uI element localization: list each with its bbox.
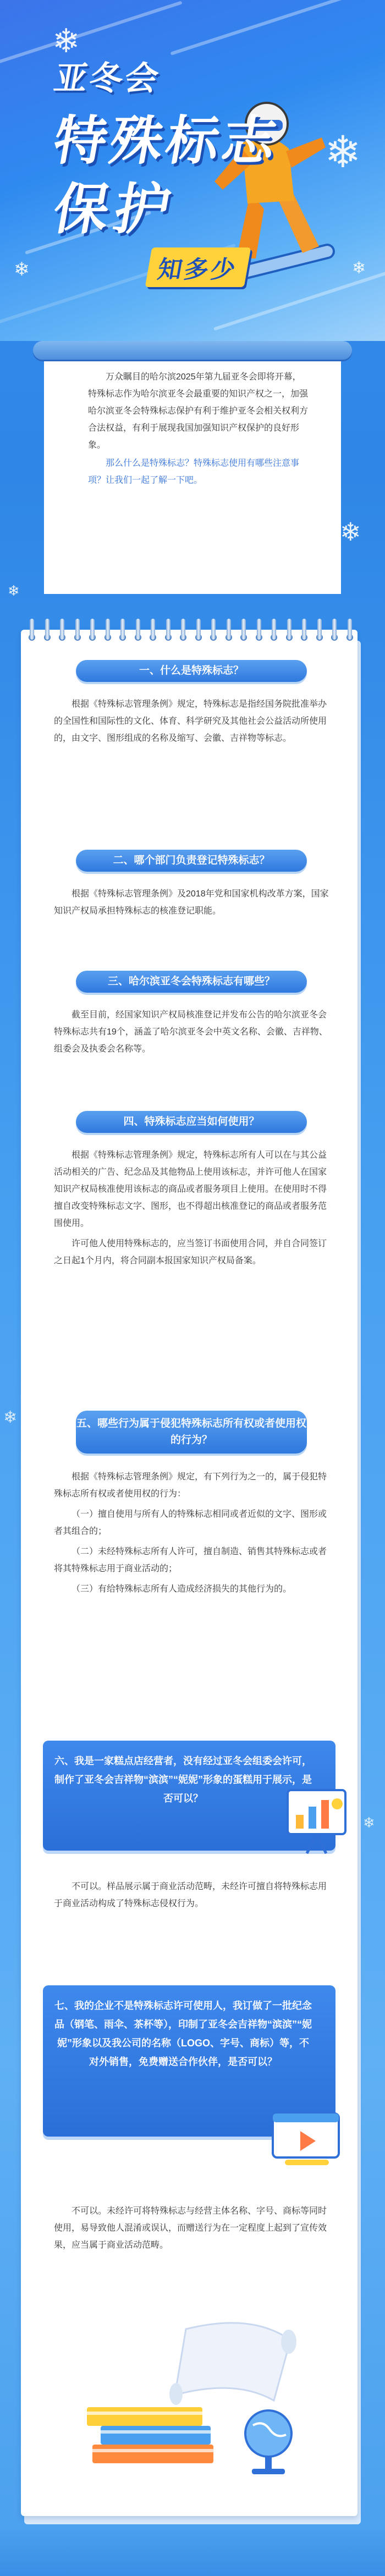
answer-body xyxy=(54,2203,329,2257)
snowflake-icon: ❄ xyxy=(324,126,362,178)
intro-text xyxy=(88,368,308,490)
snowflake-icon: ❄ xyxy=(363,1815,375,1831)
section-body xyxy=(54,885,329,923)
intro-paragraph: 万众瞩目的哈尔滨2025年第九届亚冬会即将开幕，特殊标志作为哈尔滨亚冬会最重要的知识产权之一，加强哈尔滨亚冬会特殊标志保护有利于维护亚冬会相关权利方合法权益，有利于展现我国加强知识产权保护的良好形象。 xyxy=(88,372,309,450)
binder-ring xyxy=(241,619,246,640)
binder-ring xyxy=(151,619,155,640)
binder-ring xyxy=(332,619,337,640)
binder-ring xyxy=(257,619,261,640)
binder-ring xyxy=(196,619,201,640)
section-body xyxy=(54,1006,329,1061)
section-title: 五、哪些行为属于侵犯特殊标志所有权或者使用权的行为？ xyxy=(76,1411,307,1454)
binder-ring xyxy=(106,619,110,640)
hero-title-line3: 保护 xyxy=(48,177,181,241)
binder-ring xyxy=(181,619,185,640)
answer-text: 不可以。未经许可将特殊标志与经营主体名称、字号、商标等同时使用，易导致他人混淆或误认，而赠送行为在一定程度上起到了宣传效果，应当属于商业活动范畴。 xyxy=(54,2206,327,2250)
video-player-icon xyxy=(268,2109,345,2170)
section-body xyxy=(54,1147,329,1273)
binder-ring xyxy=(136,619,140,640)
binder-ring xyxy=(287,619,292,640)
section-paragraph: 截至目前，经国家知识产权局核准登记并发布公告的哈尔滨亚冬会特殊标志共有19个，涵盖了哈尔滨亚冬会中英文名称、会徽、吉祥物、组委会及执委会名称等。 xyxy=(54,1010,328,1054)
book-stack-icon xyxy=(87,2407,213,2463)
section-paragraph: 许可他人使用特殊标志的，应当签订书面使用合同，并自合同签订之日起1个月内，将合同副本报国家知识产权局备案。 xyxy=(54,1239,327,1265)
binder-ring xyxy=(317,619,322,640)
binder-ring xyxy=(75,619,80,640)
section-title: 二、哪个部门负责登记特殊标志？ xyxy=(76,850,307,872)
binder-ring xyxy=(302,619,306,640)
binder-ring xyxy=(348,619,352,640)
binder-ring xyxy=(90,619,95,640)
hero-title-badge: 知多少 xyxy=(145,247,251,287)
section-paragraph: 根据《特殊标志管理条例》规定，特殊标志是指经国务院批准举办的全国性和国际性的文化、体育、科学研究及其他社会公益活动所使用的，由文字、图形组成的名称及缩写、会徽、吉祥物等标志。 xyxy=(54,700,327,743)
section-title: 四、特殊标志应当如何使用？ xyxy=(76,1111,307,1133)
snowflake-icon: ❄ xyxy=(340,517,361,547)
intro-card-scroll-bar xyxy=(33,341,352,360)
globe-icon xyxy=(245,2410,292,2474)
question-text: 七、我的企业不是特殊标志许可使用人，我订做了一批纪念品（钢笔、雨伞、茶杯等），印制了亚冬会吉祥物“滨滨”“妮妮”形象以及我公司的名称（LOGO、字号、商标）等，不对外销售，免费赠送合作伙伴，是否可以？ xyxy=(54,2000,312,2067)
section-title: 三、哈尔滨亚冬会特殊标志有哪些？ xyxy=(76,971,307,993)
answer-body xyxy=(54,1878,329,1916)
snowflake-icon: ❄ xyxy=(3,1408,18,1427)
snow-streak xyxy=(170,0,385,56)
chart-board-icon xyxy=(282,1785,354,1856)
section-paragraph: （一）擅自使用与所有人的特殊标志相同或者近似的文字、图形或者其组合的； xyxy=(54,1510,327,1536)
binder-ring xyxy=(60,619,64,640)
binder-ring xyxy=(120,619,125,640)
section-paragraph: 根据《特殊标志管理条例》规定，有下列行为之一的，属于侵犯特殊标志所有权或者使用权的行为： xyxy=(54,1472,327,1499)
section-body xyxy=(54,696,329,750)
section-paragraph: 根据《特殊标志管理条例》规定，特殊标志所有人可以在与其公益活动相关的广告、纪念品及其他物品上使用该标志，并许可他人在国家知识产权局核准使用该标志的商品或者服务项目上使用。在使用时不得擅自改变特殊标志文字、图形，也不得超出核准登记的商品或者服务范围使用。 xyxy=(54,1151,327,1228)
binder-ring xyxy=(272,619,276,640)
binder-ring xyxy=(45,619,50,640)
content-paper xyxy=(21,619,364,2530)
snowflake-icon: ❄ xyxy=(14,258,30,280)
hero-title-line1: 亚冬会 xyxy=(51,59,164,98)
intro-card xyxy=(33,330,352,599)
binder-ring xyxy=(211,619,216,640)
section-paragraph: 根据《特殊标志管理条例》及2018年党和国家机构改革方案，国家知识产权局承担特殊标志的核准登记职能。 xyxy=(54,889,329,916)
binder-rings xyxy=(29,619,353,641)
books-and-scroll-illustration xyxy=(48,2307,334,2489)
binder-ring xyxy=(30,619,34,640)
section-paragraph: （三）有给特殊标志所有人造成经济损失的其他行为的。 xyxy=(72,1584,292,1594)
question-text: 六、我是一家糕点店经营者，没有经过亚冬会组委会许可，制作了亚冬会吉祥物“滨滨”“妮妮”形象的蛋糕用于展示，是否可以？ xyxy=(54,1755,312,1804)
hero-banner xyxy=(0,0,385,341)
section-title: 一、什么是特殊标志？ xyxy=(76,660,307,682)
section-paragraph: （二）未经特殊标志所有人许可，擅自制造、销售其特殊标志或者将其特殊标志用于商业活动的； xyxy=(54,1547,327,1573)
paper-scroll-icon xyxy=(169,2323,296,2405)
hero-title-line2: 特殊标志 xyxy=(48,110,284,172)
binder-ring xyxy=(166,619,170,640)
snowflake-icon: ❄ xyxy=(52,22,80,60)
section-body xyxy=(54,1468,329,1601)
footer-band xyxy=(0,2530,385,2576)
answer-text: 不可以。样品展示属于商业活动范畴，未经许可擅自将特殊标志用于商业活动构成了特殊标志侵权行为。 xyxy=(54,1882,327,1908)
binder-ring xyxy=(227,619,231,640)
snowflake-icon: ❄ xyxy=(8,583,20,599)
snowflake-icon: ❄ xyxy=(352,258,366,278)
intro-highlight: 那么什么是特殊标志？特殊标志使用有哪些注意事项？让我们一起了解一下吧。 xyxy=(88,459,300,485)
